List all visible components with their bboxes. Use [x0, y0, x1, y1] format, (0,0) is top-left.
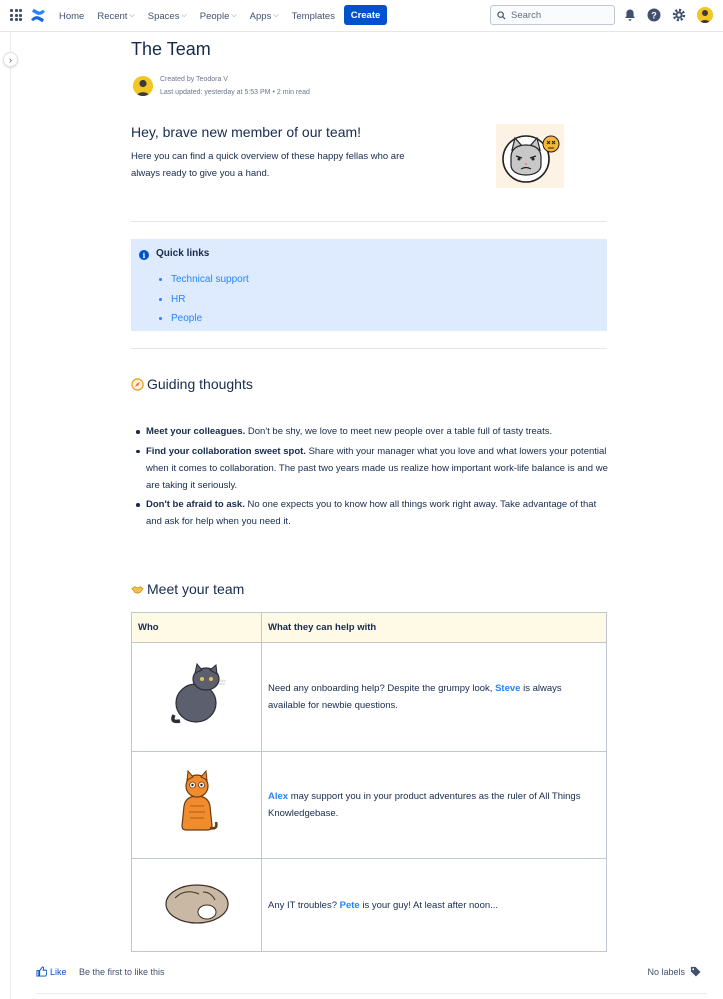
team-table: [131, 612, 607, 952]
notifications-icon[interactable]: [622, 7, 638, 23]
list-item: [146, 443, 608, 494]
orange-cat-image: [174, 770, 220, 834]
nav-spaces-label: Spaces: [147, 10, 180, 22]
quick-links-panel: [131, 239, 607, 331]
table-row: [132, 643, 607, 752]
row-text: Any IT troubles?: [268, 899, 340, 911]
byline: Created by Teodora V Last updated: yesterday at 5:53 PM • 2 min read: [160, 76, 310, 96]
nav-apps[interactable]: [250, 11, 279, 22]
grumpy-cat-image: [496, 124, 564, 188]
nav-recent[interactable]: [97, 11, 134, 22]
nav-spaces[interactable]: [148, 11, 187, 22]
team-heading: [131, 581, 244, 597]
chevron-down-icon: ⌵: [129, 12, 135, 19]
nav-templates-label: Templates: [291, 10, 335, 22]
search-icon: [497, 11, 506, 20]
guiding-list: [146, 423, 608, 533]
nav-home-label: Home: [59, 10, 85, 22]
link-people[interactable]: • People: [171, 309, 249, 329]
item-bold: Don't be afraid to ask.: [146, 499, 245, 510]
table-row: [132, 752, 607, 859]
nav-people-label: People: [199, 10, 230, 22]
divider: [131, 221, 607, 222]
chevron-down-icon: ⌵: [231, 12, 237, 19]
alex-photo-cell: [132, 752, 262, 859]
created-by: Created by Teodora V: [160, 76, 228, 83]
label-tag-icon[interactable]: [690, 966, 701, 977]
search-placeholder: Search: [511, 9, 542, 21]
create-button[interactable]: Create: [344, 5, 387, 25]
header-help: What they can help with: [262, 613, 607, 643]
mention-alex[interactable]: Alex: [268, 791, 289, 802]
confluence-logo-icon[interactable]: [30, 7, 46, 24]
settings-icon[interactable]: [671, 7, 687, 23]
search-input[interactable]: [490, 5, 615, 25]
quick-links-list: [171, 270, 249, 329]
intro-text: Here you can find a quick overview of these happy fellas who are always ready to give you a hand.: [131, 151, 405, 179]
first-like-text: Be the first to like this: [79, 967, 165, 977]
table-row: [132, 859, 607, 952]
steve-photo-cell: [132, 643, 262, 752]
page-footer: [36, 966, 701, 980]
info-icon: i: [139, 250, 149, 260]
gray-cat-image: [166, 661, 228, 727]
nav-people[interactable]: [200, 11, 237, 22]
sidebar-divider: [10, 32, 11, 999]
row-text: is always available for newbie questions.: [268, 683, 562, 711]
mention-pete[interactable]: Pete: [339, 899, 360, 911]
main-nav: [59, 0, 335, 32]
handshake-icon: [131, 583, 144, 596]
read-time: 2 min read: [276, 88, 310, 96]
pete-photo-cell: [132, 859, 262, 952]
item-bold: Find your collaboration sweet spot.: [146, 445, 306, 457]
nav-apps-label: Apps: [249, 10, 272, 22]
expand-sidebar-button[interactable]: [3, 52, 18, 67]
alex-description: [262, 752, 607, 859]
table-header-row: [132, 613, 607, 643]
item-bold: Meet your colleagues.: [146, 426, 246, 437]
thumbs-up-icon: [36, 966, 47, 977]
apps-grid-icon[interactable]: [10, 9, 22, 21]
last-updated[interactable]: Last updated: yesterday at 5:53 PM: [160, 88, 271, 96]
user-avatar[interactable]: [697, 7, 713, 23]
nav-recent-label: Recent: [97, 10, 128, 22]
guiding-heading: [131, 376, 253, 392]
divider: [131, 348, 607, 349]
chevron-right-icon: ›: [9, 54, 12, 65]
pete-description: [262, 859, 607, 952]
chevron-down-icon: ⌵: [273, 12, 279, 19]
link-technical-support[interactable]: • Technical support: [171, 270, 249, 290]
nav-templates[interactable]: [292, 11, 335, 22]
mention-steve[interactable]: Steve: [495, 683, 521, 694]
row-text: is your guy! At least after noon...: [359, 899, 499, 911]
labels-area[interactable]: [647, 966, 701, 977]
quick-links-title: Quick links: [156, 248, 210, 259]
chevron-down-icon: ⌵: [181, 12, 187, 19]
author-avatar[interactable]: [133, 76, 153, 96]
intro-heading: Hey, brave new member of our team!: [131, 124, 362, 140]
help-icon[interactable]: [646, 7, 662, 23]
no-labels-text: No labels: [647, 966, 685, 977]
list-item: [146, 423, 608, 440]
row-text: Need any onboarding help? Despite the grumpy look,: [268, 683, 496, 694]
svg-text:?: ?: [651, 10, 657, 21]
item-text: Don't be shy, we love to meet new people over a table full of tasty treats.: [245, 426, 553, 437]
sleeping-cat-image: [163, 878, 231, 926]
top-navigation-bar: [0, 0, 723, 32]
list-item: [146, 496, 608, 530]
compass-icon: [131, 378, 144, 391]
footer-divider: [36, 993, 707, 994]
nav-home[interactable]: [59, 11, 84, 22]
guiding-heading-text: Guiding thoughts: [147, 376, 253, 392]
header-who: Who: [132, 613, 262, 643]
steve-description: [262, 643, 607, 752]
item-text: Share with your manager what you love and what lowers your potential when it comes to collaboration. The past two years made us realize how important work-life balance is and we are taking it seriously.: [146, 445, 608, 491]
page-title: The Team: [131, 39, 211, 59]
link-hr[interactable]: • HR: [171, 290, 249, 310]
like-button[interactable]: [36, 966, 67, 977]
team-heading-text: Meet your team: [147, 581, 245, 597]
like-label: Like: [50, 966, 67, 977]
row-text: may support you in your product adventures as the ruler of All Things Knowledgebase.: [268, 791, 581, 819]
item-text: No one expects you to know how all things work right away. Take advantage of that and ask for help when you need it.: [146, 499, 597, 527]
